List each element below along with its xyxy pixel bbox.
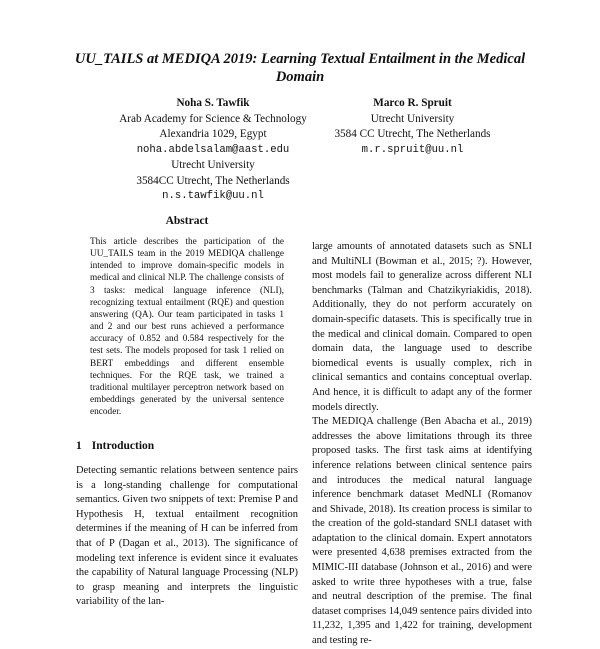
author-name: Noha S. Tawfik [176, 97, 250, 109]
abstract-text: This article describes the participation of the UU_TAILS team in the 2019 MEDIQA challenge intended to improve domain-specific models in medical and clinical NLP. The challenge consists of 3 tasks: medical language inference (NLI), recognizing textual entailment (RQE) and question answering (QA). Our team participated in tasks 1 and 2 and our best runs achieved a performance accuracy of 0.852 and 0.584 respectively for the test sets. The models proposed for task 1 relied on BERT embeddings and different ensemble techniques. For the RQE task, we trained a traditional multilayer perceptron network based on embeddings generated by the universal sentence encoder. [90, 237, 284, 418]
section-number: 1 [76, 440, 82, 452]
abstract-heading: Abstract [165, 215, 209, 227]
body-paragraph: large amounts of annotated datasets such as SNLI and MultiNLI (Bowman et al., 2015; ?). However, most models fail to generalize across different NLI benchmarks (Talman and Chatzikyriakidis, 2018). Additionally, they do not perform accurately on domain-specific datasets. This is specifically true in the medical and clinical domain. Compared to open domain data, the language used to describe biomedical events is usually complex, rich in clinical semantics and contains conceptual overlap. And hence, it is difficult to adapt any of the former models directly. [312, 241, 532, 413]
author-block-2 [305, 96, 520, 158]
author-affiliation: Arab Academy for Science & Technology [119, 112, 307, 125]
author-address: 3584CC Utrecht, The Netherlands [136, 174, 290, 187]
author-block-1 [88, 96, 338, 205]
paper-title: UU_TAILS at MEDIQA 2019: Learning Textual Entailment in the Medical Domain [74, 51, 526, 85]
author-address: 3584 CC Utrecht, The Netherlands [334, 128, 491, 140]
section-heading [76, 440, 298, 452]
author-name: Marco R. Spruit [373, 97, 452, 109]
body-paragraph: The MEDIQA challenge (Ben Abacha et al., 2019) addresses the above limitations through its three proposed tasks. The first task aims at identifying inference relations between clinical sentence pairs and introduces the medical natural language inference benchmark dataset MedNLI (Romanov and Shivade, 2018). Its creation process is similar to the creation of the gold-standard SNLI dataset with adaptation to the clinical domain. Expert annotators were presented 4,638 premises extracted from the MIMIC-III database (Johnson et al., 2016) and were asked to write three hypotheses with a true, false and neutral description of the premise. The final dataset comprises 14,049 sentence pairs divided into 11,232, 1,395 and 1,422 for training, development and testing re- [312, 416, 532, 647]
intro-text [76, 464, 298, 610]
author-affiliation: Utrecht University [171, 159, 255, 171]
right-column [312, 240, 532, 649]
author-email: m.r.spruit@uu.nl [361, 143, 464, 156]
intro-paragraph: Detecting semantic relations between sentence pairs is a long-standing challenge for computational semantics. Given two snippets of text: Premise P and Hypothesis H, textual entailment recognition determines if the meaning of H can be inferred from that of P (Dagan et al., 2013). The significance of modeling text inference is evident since it evaluates the capability of Natural language Processing (NLP) to grasp meaning and interprets the linguistic variability of the lan- [76, 465, 298, 608]
author-email: n.s.tawfik@uu.nl [162, 190, 264, 202]
author-email: noha.abdelsalam@aast.edu [136, 143, 290, 156]
author-address: Alexandria 1029, Egypt [159, 128, 267, 140]
author-affiliation: Utrecht University [370, 112, 455, 125]
section-title: Introduction [91, 440, 155, 452]
